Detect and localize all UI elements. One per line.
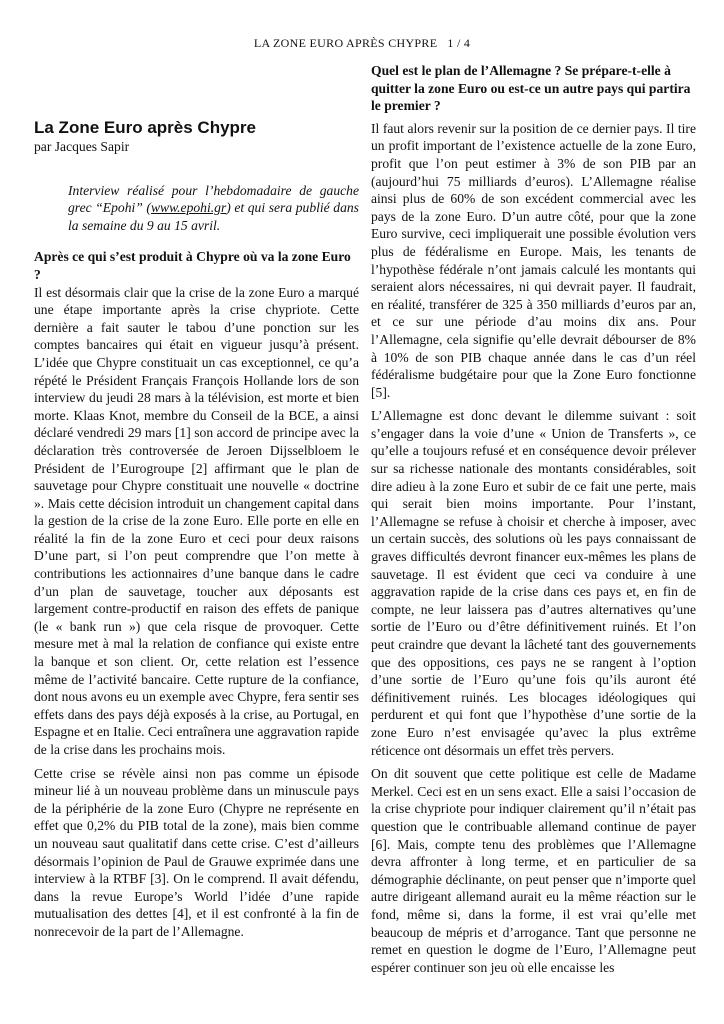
right-column	[371, 62, 696, 982]
left-column	[34, 118, 359, 947]
article-title: La Zone Euro après Chypre	[34, 118, 256, 137]
intro-note	[68, 182, 359, 235]
byline: par Jacques Sapir	[34, 139, 130, 154]
running-header	[0, 36, 724, 51]
paragraph-4: L’Allemagne est donc devant le dilemme suivant : soit s’engager dans la voie d’une « Union de Transferts », ce qu’elle a toujours refusé et en conséquence devoir prélever sur sa richesse nationale des montants considérables, soit dire adieu à la zone Euro et subir de ce fait une perte, mais qui serait bien moins importante. Pour l’instant, l’Allemagne se refuse à choisir et cherche à imposer, avec un certain succès, des solutions où les pays connaissant de graves difficultés devront financer eux-mêmes les plans de sauvetage. Il est évident que ceci va conduire à une aggravation rapide de la crise dans ces pays et, en fin de compte, ne leur laissera pas d’autres alternatives qu’une sortie de l’Euro ou d’être définitivement ruinés. Et l’on peut craindre que devant la lâcheté tant des gouvernements que des oppositions, ces pays ne se rangent à l’option d’une sortie de l’Euro qu’une fois qu’ils auront été définitivement ruinés. Les blocages idéologiques qui perdurent et qui font que l’hypothèse d’une sortie de la zone Euro n’est envisagée qu’avec la plus extrême réticence ont désormais un effet très pervers.	[371, 408, 696, 758]
intro-text-after: ) et qui sera publié dans la semaine du 9 au 15 avril.	[68, 200, 359, 233]
question-2-heading: Quel est le plan de l’Allemagne ? Se prépare-t-elle à quitter la zone Euro ou est-ce un autre pays qui partira le premier ?	[371, 63, 691, 114]
intro-text-before: Interview réalisé pour l’hebdomadaire de gauche grec “Epohi” (	[68, 182, 359, 216]
paragraph-3: Il faut alors revenir sur la position de ce dernier pays. Il tire un profit important de l’existence actuelle de la zone Euro, profit que l’on peut estimer à 3% de son PIB par an (aujourd’hui 75 milliards d’euros). L’Allemagne réalise ainsi plus de 60% de son excédent commercial avec les pays de la zone Euro. D’un autre côté, pour que la zone Euro survive, ceci impliquerait une possible évolution vers plus de fédéralisme en Europe. Mais, les tenants de l’hypothèse fédérale n’ont jamais calculé les montants qui seraient alors nécessaires, ni qui devrait payer. Il faudrait, en réalité, transférer de 325 à 350 milliards d’euros par an, et ce sur une période d’au moins dix ans. Pour l’Allemagne, cela signifie qu’elle devrait débourser de 8% à 10% de son PIB chaque année dans le cas d’un réel fédéralisme budgétaire pour que la Zone Euro fonctionne [5].	[371, 120, 696, 400]
epohi-link[interactable]: www.epohi.gr	[150, 200, 227, 216]
running-title: LA ZONE EURO APRÈS CHYPRE	[253, 36, 438, 50]
paragraph-5: On dit souvent que cette politique est celle de Madame Merkel. Ceci est en un sens exact. Elle a saisi l’occasion de la crise chypriote pour indiquer clairement qu’il n’était pas question que le contribuable allemand continue de payer [6]. Mais, compte tenu des problèmes que l’Allemagne devra affronter à long terme, et en particulier de sa démographie déclinante, on peut penser que n’importe quel autre dirigeant allemand aurait eu la même réaction sur le fond, même si, dans la forme, il est vrai qu’elle met beaucoup de mépris et d’arrogance. Tant que personne ne remet en question le dogme de l’Euro, l’Allemagne peut espérer continuer son jeu où elle encaisse les	[371, 766, 696, 975]
paragraph-1: Il est désormais clair que la crise de la zone Euro a marqué une étape importante après la crise chypriote. Cette dernière a fait sauter le tabou d’une ponction sur les comptes bancaires qui était en vigueur jusqu’à présent. L’idée que Chypre constituait un cas exceptionnel, ce qu’a répété le Président Français François Hollande lors de son interview du jeudi 28 mars à la télévision, est morte et bien morte. Klaas Knot, membre du Conseil de la BCE, a ainsi déclaré vendredi 29 mars [1] son accord de principe avec la déclaration très controversée de Jeroen Dijsselbloem le Président de l’Eurogroupe [2] affirmant que le plan de sauvetage pour Chypre constituait une nouvelle « doctrine ». Mais cette décision introduit un changement capital dans la gestion de la crise de la zone Euro. Elle porte en elle en réalité la fin de la zone Euro et ceci pour deux raisons D’une part, si l’on peut comprendre que l’on mette à contributions les actionnaires d’une banque dans le cadre d’un plan de sauvetage, toucher aux déposants est largement contre-productif en raison des effets de panique (le « bank run ») que cela risque de provoquer. Cette mesure met à mal la relation de confiance qui existe entre la banque et son client. Or, cette relation est l’essence même de l’activité bancaire. Cette rupture de la confiance, dont nous avons eu un exemple avec Chypre, fera sentir ses effets dans des pays déjà exposés à la crise, au Portugal, en Espagne et en Italie. Ceci entraînera une aggravation rapide de la crise dans les prochains mois.	[34, 284, 359, 757]
page-number: 1 / 4	[447, 36, 471, 50]
question-1-heading: Après ce qui s’est produit à Chypre où va la zone Euro ?	[34, 249, 351, 282]
paragraph-2: Cette crise se révèle ainsi non pas comme un épisode mineur lié à un nouveau problème dans un minuscule pays de la périphérie de la zone Euro (Chypre ne représente en effet que 0,2% du PIB total de la zone), mais bien comme un nouveau saut qualitatif dans cette crise. C’est d’ailleurs désormais l’opinion de Paul de Grauwe exprimée dans une interview à la RTBF [3]. On le comprend. Il avait défendu, dans la revue Europe’s World l’idée d’une rapide mutualisation des dettes [4], et il est confronté à la fin de nonrecevoir de la part de l’Allemagne.	[34, 765, 359, 939]
